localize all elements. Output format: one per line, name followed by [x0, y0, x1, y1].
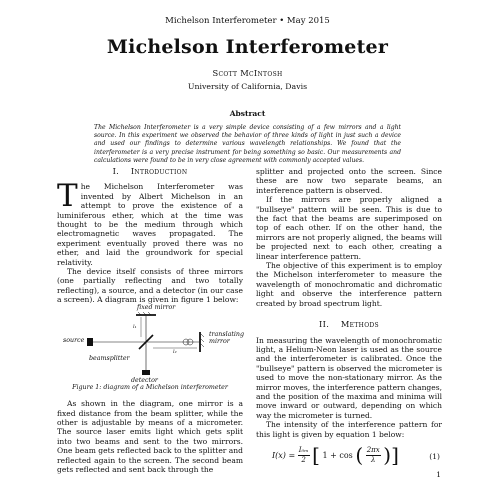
fraction-numerator: I₀ₘ [298, 446, 310, 456]
source-shape [87, 338, 93, 346]
fraction-denominator: 2 [301, 456, 306, 465]
equation-one-plus-cos: 1 + cos [322, 450, 353, 460]
right-paragraph-1: splitter and projected onto the screen. Since these are now two separate beams, an interference pattern is observed. [256, 167, 442, 195]
left-column [57, 167, 243, 474]
paper-title: Michelson Interferometer [106, 36, 389, 58]
label-translating-mirror: translating mirror [209, 330, 244, 345]
right-paragraph-2: If the mirrors are properly aligned a "bullseye" pattern will be seen. This is due to the fact that the beams are superimposed on top of each other. If on the other hand, the mirrors are not properly aligned, the beams will be projected next to each other, creating a linear interference pattern. [256, 195, 442, 261]
methods-paragraph-1: In measuring the wavelength of monochromatic light, a Helium-Neon laser is used as the source and the interferometer is calibrated. Once the "bullseye" pattern is observed the micrometer is used to move the non-stationary mirror. As the mirror moves, the interference pattern changes, and the position of the maxima and minima will move inward or outward, depending on which way the micrometer is turned. [256, 335, 442, 420]
intro-paragraph-1-text: he Michelson Interferometer was invented by Albert Michelson in an attempt to prove the existence of a luminiferous ether, which at the time was thought to be the medium through which electromagnetic waves propagated. The experiment eventually proved there was no ether, and laid the groundwork for special relativity. [57, 182, 243, 267]
author-affiliation: University of California, Davis [187, 82, 308, 91]
intro-paragraph-3: As shown in the diagram, one mirror is a fixed distance from the beam splitter, while the other is adjustable by means of a micrometer. The source laser emits light which gets split into two beams and sent to the two mirrors. One beam gets reflected back to the splitter and reflected again to the screen. The second beam gets reflected and sent back through the [57, 399, 243, 474]
author-name: Scott McIntosh [212, 68, 283, 78]
equation-fraction [298, 446, 310, 466]
abstract-heading: Abstract [229, 109, 266, 118]
figure-1-diagram [57, 303, 244, 384]
label-fixed-mirror: fixed mirror [137, 303, 176, 311]
equation-lhs: I(x) = [272, 450, 296, 460]
page-number: 1 [436, 470, 441, 479]
equation-body: I(x) = $\frac{\text{I₀ₘ}}{2}$ [ 1 + cos ( $\frac{2\pi x}{\lambda}$ )] [272, 443, 399, 468]
equation-number: (1) [429, 451, 440, 461]
section-title: Methods [340, 319, 379, 330]
label-source: source [63, 336, 85, 344]
figure-1-caption: Figure 1: diagram of a Michelson interferometer [72, 383, 228, 391]
right-column [256, 167, 442, 471]
drop-cap: T [57, 178, 78, 215]
section-heading-introduction [57, 167, 243, 176]
inner-denominator: λ [370, 456, 376, 465]
section-title: Introduction [130, 166, 188, 176]
intro-paragraph-2: The device itself consists of three mirrors (one partially reflecting and two totally reflecting), a source, and a detector (in our case a screen). A diagram is given in figure 1 below: [57, 267, 243, 305]
section-numeral: I. [112, 166, 120, 176]
right-paragraph-3: The objective of this experiment is to employ the Michelson interferometer to measure the wavelength of monochromatic and dichromatic light and observe the interference pattern created by broad spectrum light. [256, 261, 442, 308]
label-detector: detector [131, 376, 158, 384]
section-numeral: II. [319, 319, 330, 330]
methods-paragraph-2: The intensity of the interference pattern for this light is given by equation 1 below: [256, 420, 442, 439]
equation-1 [256, 445, 442, 471]
intro-paragraph-1 [57, 178, 243, 267]
section-heading-methods [256, 320, 442, 329]
inner-numerator: 2πx [366, 446, 381, 456]
running-head: Michelson Interferometer • May 2015 [165, 16, 330, 26]
label-beamsplitter: beamsplitter [89, 354, 130, 362]
equation-inner-fraction [366, 446, 381, 466]
detector-shape [142, 370, 150, 375]
abstract-text: The Michelson Interferometer is a very simple device consisting of a few mirrors and a light source. In this experiment we observed the behavior of three kinds of light in just such a device and used our findings to determine various wavelength relationships. We found that the interferometer is a very precise instrument for being something so basic. Our measurements and calculations were found to be in very close agreement with commonly accepted values. [94, 124, 401, 164]
label-l2: l₂ [173, 348, 177, 355]
label-l1: l₁ [133, 323, 137, 330]
